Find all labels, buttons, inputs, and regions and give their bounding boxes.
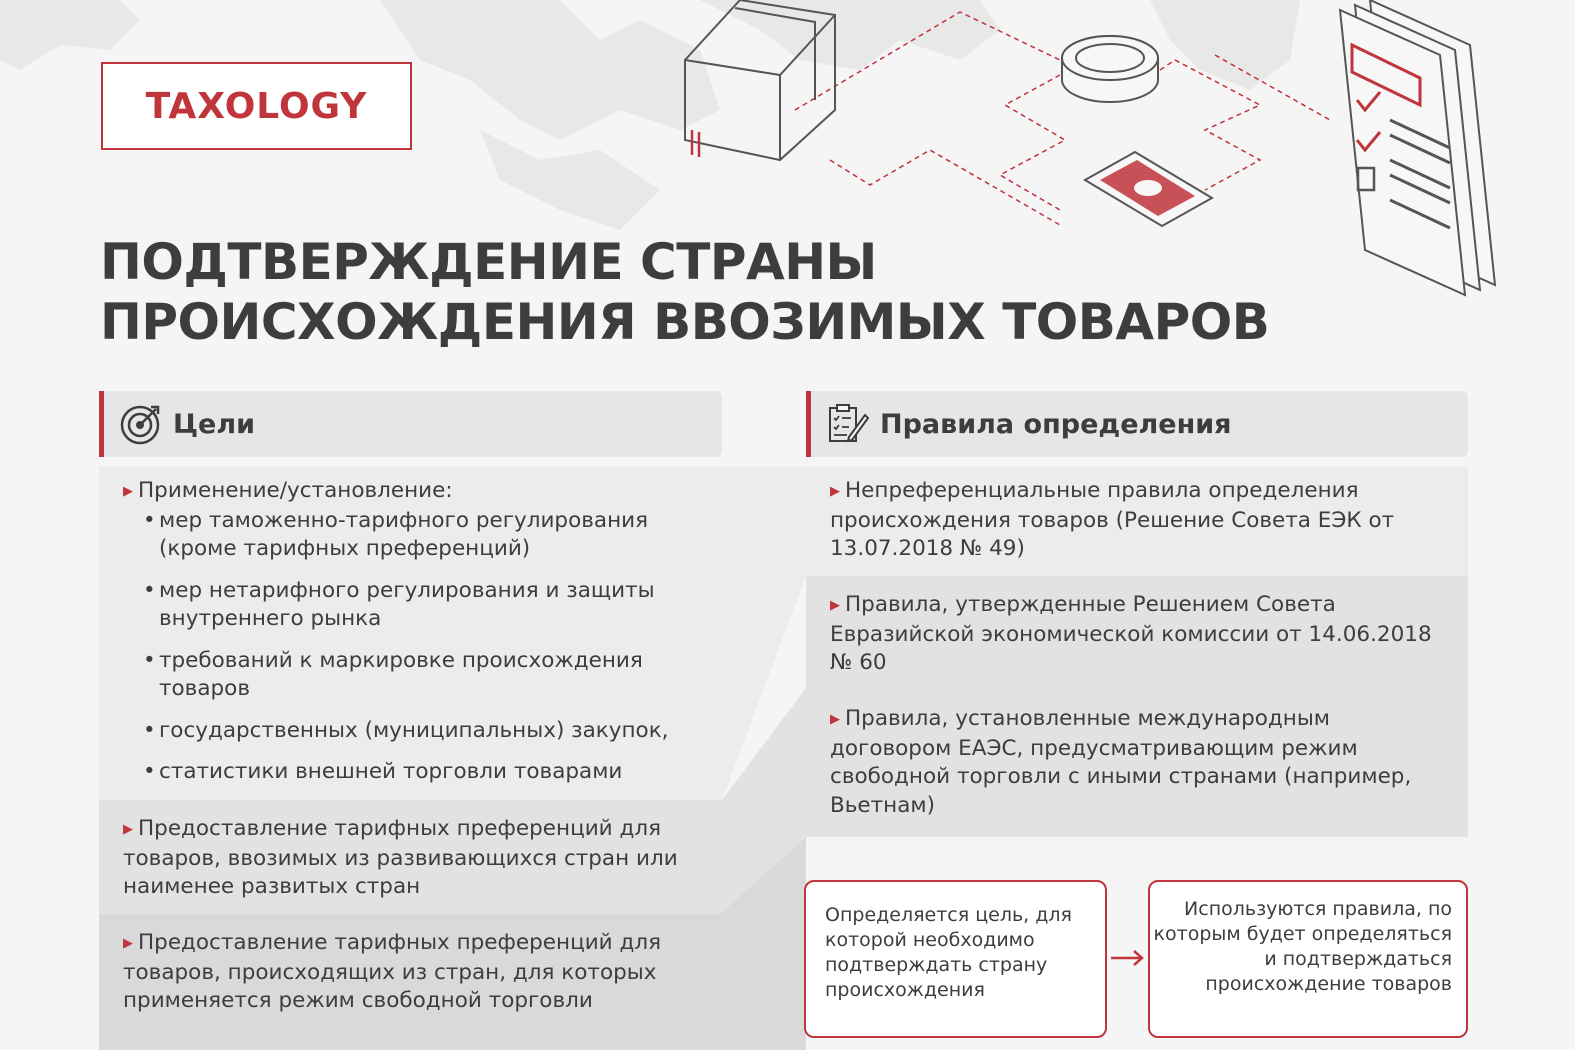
goal-subitems <box>123 507 713 787</box>
accent-bar <box>806 391 811 457</box>
logo-text: TAXOLOGY <box>145 85 368 127</box>
rules-header <box>806 391 1468 457</box>
goal-item-2 <box>123 815 723 902</box>
flow-step-1-box <box>804 880 1107 1038</box>
bullet-triangle-icon: ▶ <box>123 822 133 837</box>
goals-header <box>99 391 722 457</box>
bullet-triangle-icon: ▶ <box>123 484 133 499</box>
bullet-triangle-icon: ▶ <box>830 484 840 499</box>
page-title <box>100 232 1400 352</box>
bullet-triangle-icon: ▶ <box>830 598 840 613</box>
rule-item-2 <box>830 591 1450 678</box>
accent-bar <box>99 391 104 457</box>
rule-item-3 <box>830 705 1450 820</box>
goals-heading: Цели <box>173 408 256 440</box>
goal-item-3 <box>123 929 723 1016</box>
flow-step-2-text: Используются правила, по которым будет определяться и подтверждаться происхождение товаров <box>1153 898 1452 995</box>
rule-item-3-text: Правила, установленные международным договором ЕАЭС, предусматривающим режим свободной торговли с иными странами (например, Вьетнам) <box>830 706 1412 818</box>
title-line-1: ПОДТВЕРЖДЕНИЕ СТРАНЫ <box>100 233 877 291</box>
rules-heading: Правила определения <box>880 408 1232 440</box>
list-item: • мер нетарифного регулирования и защиты внутреннего рынка <box>123 577 713 634</box>
list-item: • государственных (муниципальных) закупок, <box>123 717 713 746</box>
bullet-triangle-icon: ▶ <box>123 936 133 951</box>
taxology-logo <box>101 62 412 150</box>
title-line-2: ПРОИСХОЖДЕНИЯ ВВОЗИМЫХ ТОВАРОВ <box>100 293 1270 351</box>
target-icon <box>119 402 163 446</box>
goal-item-1 <box>123 477 713 787</box>
rule-item-1-text: Непреференциальные правила определения происхождения товаров (Решение Совета ЕЭК от 13.07.2018 № 49) <box>830 478 1395 561</box>
list-item: • мер таможенно-тарифного регулирования (кроме тарифных преференций) <box>123 507 713 564</box>
list-item: • требований к маркировке происхождения товаров <box>123 647 713 704</box>
rule-item-2-text: Правила, утвержденные Решением Совета Евразийской экономической комиссии от 14.06.2018 № 60 <box>830 592 1432 675</box>
document-edit-icon <box>826 402 870 446</box>
goal-item-1-title: Применение/установление: <box>138 478 453 503</box>
flow-step-2-box <box>1148 880 1468 1038</box>
list-item: • статистики внешней торговли товарами <box>123 758 713 787</box>
goal-item-3-text: Предоставление тарифных преференций для товаров, происходящих из стран, для которых применяется режим свободной торговли <box>123 930 662 1013</box>
bullet-triangle-icon: ▶ <box>830 712 840 727</box>
arrow-right-icon <box>1107 946 1148 970</box>
goal-item-2-text: Предоставление тарифных преференций для товаров, ввозимых из развивающихся стран или наименее развитых стран <box>123 816 678 899</box>
rule-item-1 <box>830 477 1450 564</box>
flow-step-1-text: Определяется цель, для которой необходимо подтверждать страну происхождения <box>825 904 1072 1001</box>
